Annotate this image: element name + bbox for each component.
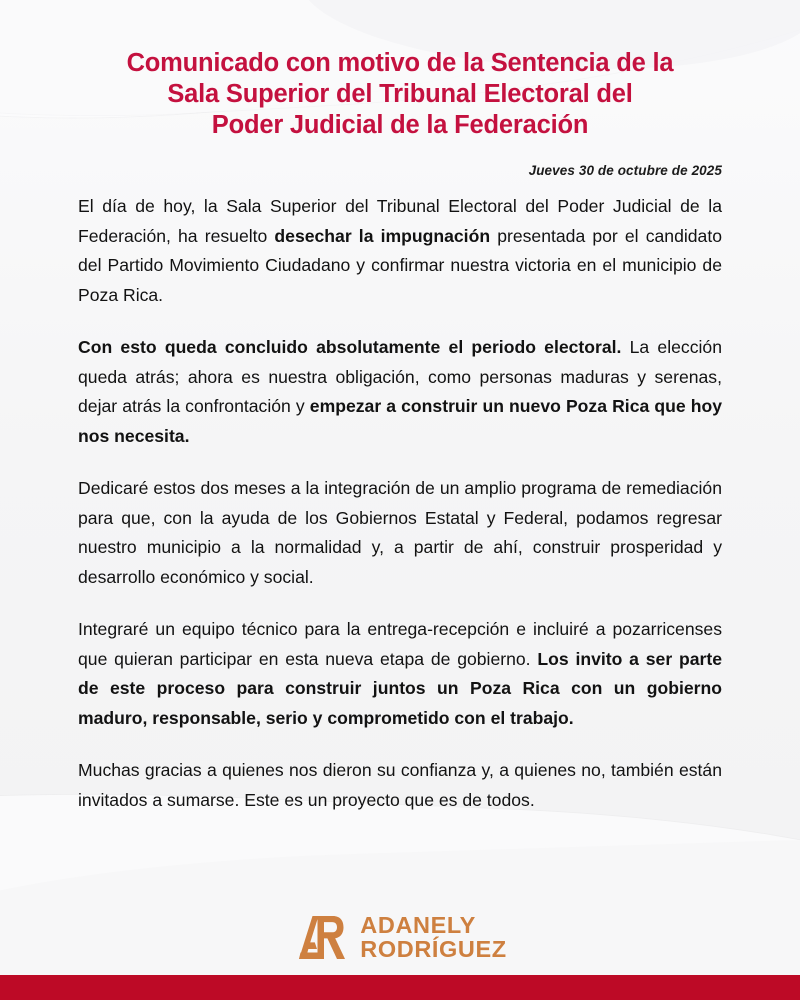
body-text: Dedicaré estos dos meses a la integración de un amplio programa de remediación para que, con la ayuda de los Gobiernos Estatal y Federal, podamos regresar nuestro municipio a la normalidad y, a partir de ahí, construir prosperidad y desarrollo económico y social. — [78, 478, 722, 587]
emphasis-text: desechar la impugnación — [274, 225, 491, 246]
footer-accent-bar — [0, 975, 800, 1000]
document-date: Jueves 30 de octubre de 2025 — [528, 163, 722, 178]
body-text: La elección queda atrás; ahora es nuestra obligación, como personas maduras y serenas, dejar atrás la confrontación y — [78, 337, 722, 416]
signature-wordmark — [360, 913, 506, 961]
emphasis-text: Con esto queda concluido absolutamente el periodo electoral. — [78, 337, 622, 357]
body-text: Muchas gracias a quienes nos dieron su confianza y, a quienes no, también están invitados a sumarse. Este es un proyecto que es de todos. — [78, 760, 722, 810]
paragraph — [78, 756, 722, 815]
paragraph — [78, 192, 722, 310]
body-text: presentada por el candidato del Partido Movimiento Ciudadano y confirmar nuestra victoria en el municipio de Poza Rica. — [78, 225, 723, 305]
page-title — [78, 48, 722, 141]
signature-first-name: ADANELY — [360, 912, 476, 938]
paragraph — [78, 333, 722, 451]
document-body — [78, 192, 722, 815]
emphasis-text: Los invito a ser parte de este proceso para construir juntos un Poza Rica con un gobierno maduro, responsable, serio y comprometido con el trabajo. — [78, 648, 723, 728]
emphasis-text: empezar a construir un nuevo Poza Rica que hoy nos necesita. — [78, 396, 722, 446]
paragraph — [78, 615, 722, 733]
ar-monogram-icon — [293, 912, 345, 962]
page-title-line-1: Comunicado con motivo de la Sentencia de la — [126, 49, 674, 77]
paragraph — [78, 474, 722, 592]
signature-last-name: RODRÍGUEZ — [360, 936, 507, 962]
body-text: El día de hoy, la Sala Superior del Tribunal Electoral del Poder Judicial de la Federación, ha resuelto — [78, 196, 722, 246]
signature-block — [78, 912, 722, 962]
body-text: Integraré un equipo técnico para la entrega-recepción e incluiré a pozarricenses que quieran participar en esta nueva etapa de gobierno. — [78, 619, 722, 669]
page-title-line-3: Poder Judicial de la Federación — [211, 111, 589, 139]
page-title-line-2: Sala Superior del Tribunal Electoral del — [167, 80, 633, 108]
